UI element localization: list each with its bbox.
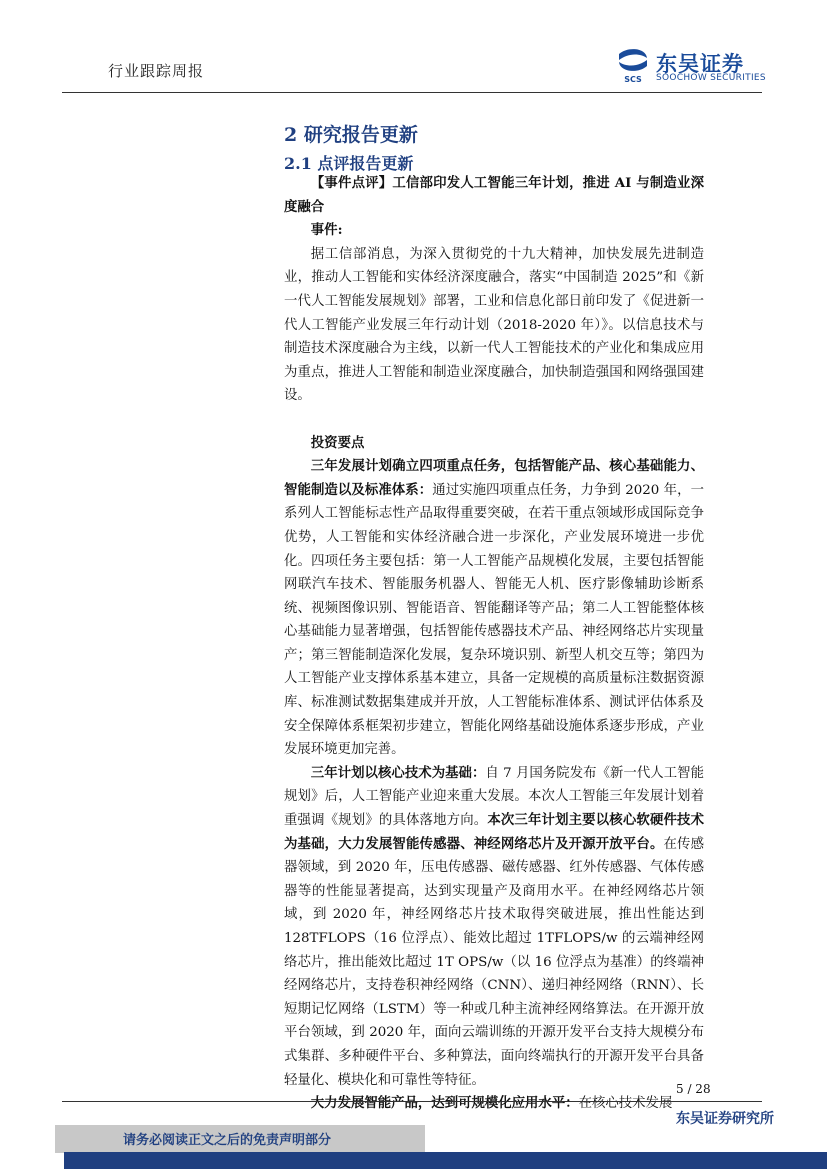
report-type: 行业跟踪周报 xyxy=(108,62,205,80)
point-2-text-a: 自 7 月国务院发布《新一代人工智能规划》后，人工智能产业迎来重大发展。本次人工智能三年发展计划着重强调《规划》的具体落地方向。 xyxy=(284,765,704,829)
article-body xyxy=(284,172,704,1116)
point-2-text-c: 在传感器领域，到 2020 年，压电传感器、磁传感器、红外传感器、气体传感器等的性能显著提高，达到实现量产及商用水平。在神经网络芯片领域，到 2020 年，神经网络芯片技术取得突破进展，推出性能达到 128TFLOPS（16 位浮点）、能效比超过 1TFLOPS/w 的云端神经网络芯片，推出能效比超过 1T OPS/w（以 16 位浮点为基准）的终端神经网络芯片，支持卷积神经网络（CNN）、递归神经网络（RNN）、长短期记忆网络（LSTM）等一种或几种主流神经网络算法。在开源开放平台领域，到 2020 年，面向云端训练的开源开发平台支持大规模分布式集群、多种硬件平台、多种算法，面向终端执行的开源开发平台具备轻量化、模块化和可靠性等特征。 xyxy=(284,836,704,1088)
scs-logo-icon xyxy=(616,48,650,84)
point-3-text: 在核心技术发展 xyxy=(578,1096,673,1112)
section-subtitle: 2.1 点评报告更新 xyxy=(284,154,414,173)
point-2-emphasis: 本次三年计划主要以核心软硬件技术为基础，大力发展智能传感器、神经网络芯片及开源开放平台。 xyxy=(284,812,705,852)
event-paragraph: 据工信部消息，为深入贯彻党的十九大精神，加快发展先进制造业，推动人工智能和实体经济深度融合，落实“中国制造 2025”和《新一代人工智能发展规划》部署，工业和信息化部日前印发了《促进新一代人工智能产业发展三年行动计划（2018-2020 年）》。以信息技术与制造技术深度融合为主线，以新一代人工智能技术的产业化和集成应用为重点，推进人工智能和制造业深度融合，加快制造强国和网络强国建设。 xyxy=(284,246,704,404)
point-3-lead: 大力发展智能产品，达到可规模化应用水平： xyxy=(310,1095,579,1112)
company-logo xyxy=(616,48,766,84)
footer-disclaimer: 请务必阅读正文之后的免责声明部分 xyxy=(123,1133,332,1148)
event-label: 事件: xyxy=(310,222,343,239)
section-title: 2 研究报告更新 xyxy=(284,124,418,146)
logo-english-name: SOOCHOW SECURITIES xyxy=(656,73,766,83)
paragraph-spacer xyxy=(284,408,704,432)
header-divider xyxy=(62,92,762,93)
footer-color-bar xyxy=(64,1152,827,1169)
point-2-lead: 三年计划以核心技术为基础： xyxy=(310,764,486,781)
point-paragraph-2 xyxy=(284,762,704,1092)
point-1-lead: 三年发展计划确立四项重点任务，包括智能产品、核心基础能力、智能制造以及标准体系： xyxy=(284,458,704,498)
point-1-text: 通过实施四项重点任务，力争到 2020 年，一系列人工智能标志性产品取得重要突破，在若干重点领域形成国际竞争优势，人工智能和实体经济融合进一步深化，产业发展环境进一步优化。四项任务主要包括：第一人工智能产品规模化发展，主要包括智能网联汽车技术、智能服务机器人、智能无人机、医疗影像辅助诊断系统、视频图像识别、智能语音、智能翻译等产品；第二人工智能整体核心基础能力显著增强，包括智能传感器技术产品、神经网络芯片实现量产；第三智能制造深化发展，复杂环境识别、新型人机交互等；第四为人工智能产业支撑体系基本建立，具备一定规模的高质量标注数据资源库、标准测试数据集建成并开放，人工智能标准体系、测试评估体系及安全保障体系框架初步建立，智能化网络基础设施体系逐步形成，产业发展环境更加完善。 xyxy=(284,482,704,758)
event-title: 【事件点评】工信部印发人工智能三年计划，推进 AI 与制造业深度融合 xyxy=(284,175,704,215)
point-paragraph-3 xyxy=(284,1092,704,1116)
page-number: 5 / 28 xyxy=(676,1082,711,1096)
points-label: 投资要点 xyxy=(310,434,365,451)
logo-mark-text: SCS xyxy=(624,75,642,84)
point-paragraph-1 xyxy=(284,455,704,762)
footer-divider xyxy=(62,1101,762,1102)
footer-organization: 东吴证券研究所 xyxy=(676,1111,774,1127)
logo-chinese-name: 东吴证券 xyxy=(656,52,744,76)
